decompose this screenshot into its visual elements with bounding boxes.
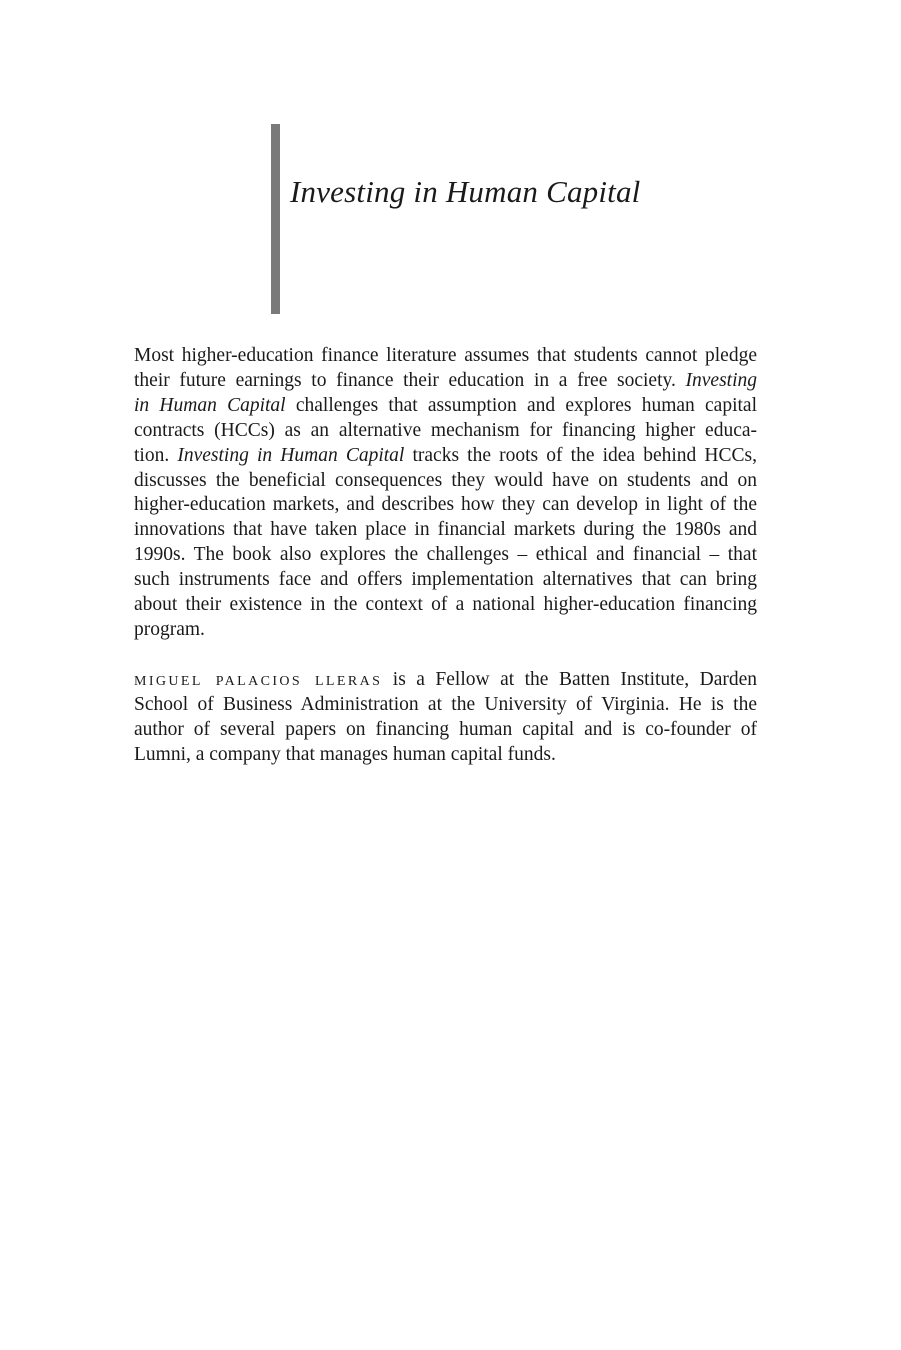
text-line: such instruments face and offers implementation alternatives that can bring bbox=[134, 569, 757, 591]
text-line: tion. Investing in Human Capital tracks the roots of the idea behind HCCs, bbox=[134, 444, 757, 466]
book-title: Investing in Human Capital bbox=[290, 174, 641, 209]
author-name: miguel palacios lleras bbox=[134, 669, 383, 690]
italic-book-title: in Human Capital bbox=[134, 394, 286, 416]
text-line: discusses the beneficial consequences they would have on students and on bbox=[134, 469, 757, 491]
text-line: higher-education markets, and describes how they can develop in light of the bbox=[134, 494, 757, 516]
text-line: Most higher-education finance literature assumes that students cannot pledge bbox=[134, 345, 757, 366]
text-line: program. bbox=[134, 618, 205, 640]
text-line: 1990s. The book also explores the challenges – ethical and financial – that bbox=[134, 544, 757, 566]
text-line: about their existence in the context of a national higher-education financing bbox=[134, 594, 757, 616]
title-accent-bar bbox=[271, 124, 280, 314]
italic-book-title: Investing in Human Capital bbox=[177, 444, 405, 466]
text-line: Lumni, a company that manages human capital funds. bbox=[134, 743, 556, 765]
text-line: School of Business Administration at the University of Virginia. He is the bbox=[134, 693, 757, 715]
text-line: in Human Capital challenges that assumption and explores human capital bbox=[134, 394, 757, 416]
text-line: innovations that have taken place in financial markets during the 1980s and bbox=[134, 519, 757, 541]
author-bio bbox=[134, 668, 757, 768]
italic-book-title: Investing bbox=[685, 369, 757, 391]
text-line: their future earnings to finance their education in a free society. Investing bbox=[134, 369, 757, 391]
text-line: miguel palacios lleras is a Fellow at the Batten Institute, Darden bbox=[134, 669, 758, 690]
book-description bbox=[134, 344, 757, 643]
text-line: author of several papers on financing human capital and is co-founder of bbox=[134, 718, 757, 740]
text-line: contracts (HCCs) as an alternative mechanism for financing higher educa- bbox=[134, 419, 757, 441]
